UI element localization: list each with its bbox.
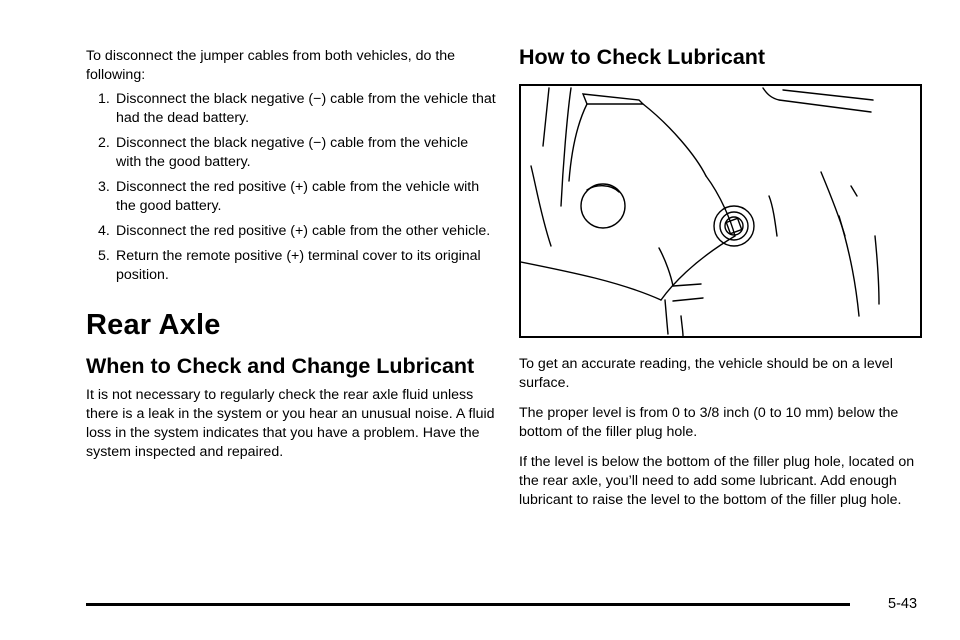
step-number: 2. xyxy=(98,135,110,151)
rear-axle-drawing xyxy=(521,86,920,336)
subsection-title-how: How to Check Lubricant xyxy=(519,45,766,69)
list-item xyxy=(86,247,496,285)
right-paragraph-1: To get an accurate reading, the vehicle should be on a level surface. xyxy=(519,356,893,391)
step-number: 3. xyxy=(98,179,110,195)
when-paragraph: It is not necessary to regularly check the rear axle fluid unless there is a leak in the system or you hear an unusual noise. A fluid loss in the system indicates that you have a problem. Have the system inspected and repaired. xyxy=(86,387,495,460)
intro-text: To disconnect the jumper cables from both vehicles, do the following: xyxy=(86,48,456,83)
list-item xyxy=(86,134,496,172)
steps-list xyxy=(86,90,496,291)
list-item xyxy=(86,178,496,216)
page-number: 5-43 xyxy=(888,596,918,612)
step-text: Disconnect the black negative (−) cable from the vehicle with the good battery. xyxy=(116,135,469,170)
step-text: Return the remote positive (+) terminal cover to its original position. xyxy=(116,248,481,283)
step-text: Disconnect the red positive (+) cable from the vehicle with the good battery. xyxy=(116,179,480,214)
step-number: 5. xyxy=(98,248,110,264)
right-paragraph-2: The proper level is from 0 to 3/8 inch (0 to 10 mm) below the bottom of the filler plug hole. xyxy=(519,405,899,440)
step-number: 4. xyxy=(98,223,110,239)
step-number: 1. xyxy=(98,91,110,107)
footer-rule xyxy=(86,603,850,606)
step-text: Disconnect the red positive (+) cable from the other vehicle. xyxy=(116,223,491,239)
section-title: Rear Axle xyxy=(86,309,221,341)
subsection-title-when: When to Check and Change Lubricant xyxy=(86,354,475,378)
list-item xyxy=(86,222,496,241)
rear-axle-illustration xyxy=(519,84,922,338)
step-text: Disconnect the black negative (−) cable from the vehicle that had the dead battery. xyxy=(116,91,496,126)
list-item xyxy=(86,90,496,128)
right-paragraph-3: If the level is below the bottom of the filler plug hole, located on the rear axle, you’ll need to add some lubricant. Add enough lubricant to raise the level to the bottom of the filler plug hole. xyxy=(519,454,915,508)
